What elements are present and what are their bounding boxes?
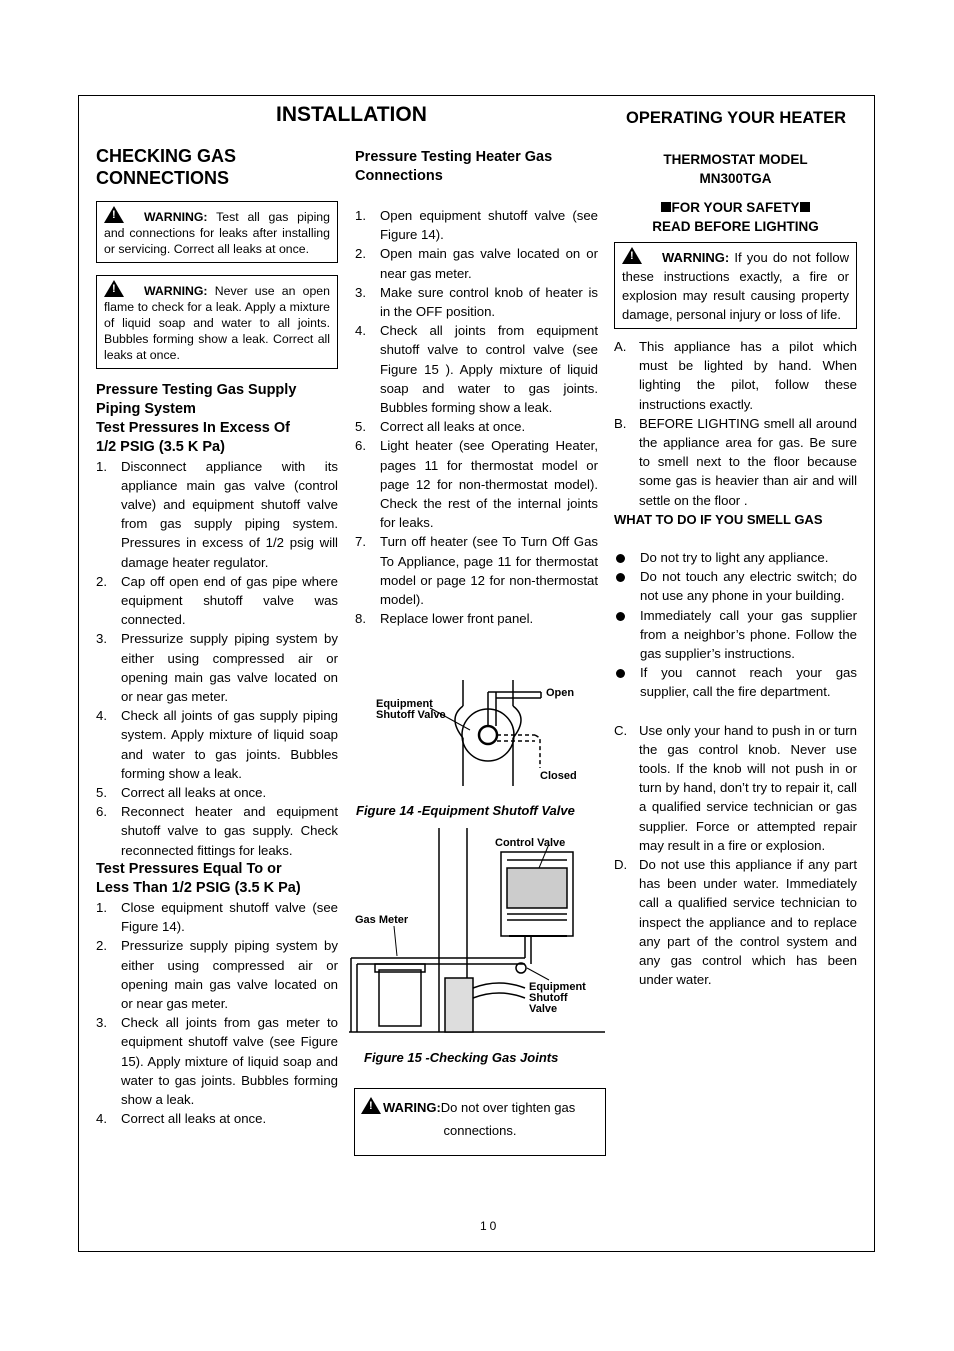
list-item: 6. Reconnect heater and equipment shutoff valve to gas supply. Check reconnected fittings for leaks. [96, 804, 338, 858]
list-item: 5. Correct all leaks at once. [96, 785, 267, 801]
fire-warning-box: !WARNING: If you do not follow these instructions exactly, a fire or explosion may result causing property damage, personal injury or loss of life. [614, 242, 857, 329]
fig14-open-label: Open [546, 687, 575, 699]
operating-heading: OPERATING YOUR HEATER [626, 109, 847, 127]
warning-box-2: !WARNING: Never use an open flame to check for a leak. Apply a mixture of liquid soap and water to all joints. Bubbles forming show a leak. Correct all leaks at once. [96, 275, 338, 369]
list-item: Immediately call your gas supplier from a neighbor’s phone. Follow the gas supplier’s instructions. [614, 606, 857, 664]
fig15-valve-label-3: Valve [529, 1003, 558, 1015]
fig15-valve-label: Equipment [529, 981, 586, 993]
list-item: 4. Check all joints of gas supply piping system. Apply mixture of liquid soap and water to gas joints. Bubbles forming show a leak. [96, 708, 338, 781]
equal-pressure-steps [96, 898, 338, 1128]
fig14-valve-label-2: Shutoff Valve [376, 709, 446, 721]
installation-heading: INSTALLATION [276, 103, 427, 126]
warning-icon [622, 247, 642, 264]
lighting-items-cd [614, 721, 857, 990]
smell-gas-heading: WHAT TO DO IF YOU SMELL GAS [614, 511, 823, 527]
figure-15-caption: Figure 15 -Checking Gas Joints [364, 1050, 559, 1065]
heater-connections-heading: Pressure Testing Heater Gas Connections [355, 149, 553, 184]
figure-15-gas-joints [349, 828, 605, 1050]
fig15-control-label: Control Valve [495, 837, 566, 849]
column-1 [96, 145, 338, 1128]
list-item: 7. Turn off heater (see To Turn Off Gas To Appliance, page 11 for thermostat model or page 12 for non-thermostat model). [355, 534, 598, 608]
list-item: B. BEFORE LIGHTING smell all around the appliance area for gas. Be sure to smell next to the floor because some gas is heavier than air and will settle on the floor . [614, 415, 857, 508]
list-item: 1. Disconnect appliance with its appliance main gas valve (control valve) and equipment shutoff valve from gas supply piping system. Pressures in excess of 1/2 psig will damage heater regulator. [96, 458, 338, 570]
thermostat-model-heading: THERMOSTAT MODEL MN300TGA [663, 152, 808, 186]
figure-14-shutoff-valve [355, 678, 605, 790]
supply-piping-heading: Pressure Testing Gas Supply Piping System Test Pressures In Excess Of 1/2 PSIG (3.5 K Pa) [96, 381, 297, 455]
square-bullet-icon [661, 202, 671, 212]
list-item: 6. Light heater (see Operating Heater, pages 11 for thermostat model or page 12 for non-thermostat model). Check the rest of the internal joints for leaks. [355, 438, 598, 531]
page-number: 10 [480, 1219, 500, 1233]
list-item: 2. Pressurize supply piping system by either using compressed air or opening main gas valve located on or near gas meter. [96, 938, 338, 1011]
list-item: 3. Pressurize supply piping system by either using compressed air or opening main gas valve located on or near gas meter. [96, 631, 338, 705]
list-item: 4. Correct all leaks at once. [96, 1111, 267, 1127]
warning-icon [104, 206, 124, 223]
list-item: 1. Close equipment shutoff valve (see Figure 14). [96, 899, 338, 935]
square-bullet-icon [800, 202, 810, 212]
list-item: 2. Open main gas valve located on or near gas meter. [355, 246, 598, 281]
equal-pressure-heading: Test Pressures Equal To or Less Than 1/2 PSIG (3.5 K Pa) [96, 860, 301, 896]
safety-heading: FOR YOUR SAFETY READ BEFORE LIGHTING [652, 200, 819, 234]
fig15-valve-label-2: Shutoff [529, 992, 568, 1004]
list-item: C. Use only your hand to push in or turn the gas control knob. Never use tools. If the knob will not push in or turn by hand, don’t try to repair it, call a qualified service technician or gas supplier. Force or attempted repair may result in a fire or explosion. [614, 722, 857, 853]
list-item: 3. Make sure control knob of heater is in the OFF position. [355, 284, 598, 320]
column-2 [355, 148, 598, 628]
heater-test-steps [355, 206, 598, 628]
list-item: D. Do not use this appliance if any part has been under water. Immediately call a qualified service technician to inspect the appliance and to replace any part of the control system and any gas control which has been under water. [614, 857, 857, 988]
list-item: 4. Check all joints from equipment shutoff valve to control valve (see Figure 15 ). Apply mixture of liquid soap and water to gas joints. Bubbles forming show a leak. [355, 323, 598, 416]
list-item: 8. Replace lower front panel. [355, 611, 534, 627]
fig14-closed-label: Closed [540, 770, 577, 782]
fig14-valve-label: Equipment [376, 698, 433, 710]
fig15-meter-label: Gas Meter [355, 914, 409, 926]
warning-box-1: !WARNING: Test all gas piping and connections for leaks after installing or servicing. Correct all leaks at once. [96, 201, 338, 263]
list-item: 3. Check all joints from gas meter to equipment shutoff valve (see Figure 15). Apply mixture of liquid soap and water to gas joints. Bubbles forming show a leak. [96, 1015, 338, 1107]
column-3 [614, 150, 857, 990]
list-item: 2. Cap off open end of gas pipe where equipment shutoff valve was connected. [96, 573, 338, 628]
overtighten-warning-box: !WARING:Do not over tighten gas connections. [354, 1088, 606, 1156]
list-item: Do not touch any electric switch; do not use any phone in your building. [614, 567, 857, 605]
warning-icon [361, 1097, 381, 1114]
checking-gas-title: CHECKING GAS CONNECTIONS [96, 146, 237, 188]
excess-pressure-steps [96, 457, 338, 860]
figure-14-caption: Figure 14 -Equipment Shutoff Valve [356, 803, 575, 818]
list-item: A. This appliance has a pilot which must be lighted by hand. When lighting the pilot, follow these instructions exactly. [614, 339, 857, 412]
list-item: 1. Open equipment shutoff valve (see Figure 14). [355, 208, 598, 243]
warning-icon [104, 280, 124, 297]
list-item: If you cannot reach your gas supplier, call the fire department. [614, 663, 857, 701]
list-item: Do not try to light any appliance. [614, 548, 857, 567]
smell-gas-bullets [614, 548, 857, 702]
list-item: 5. Correct all leaks at once. [355, 419, 526, 435]
lighting-items-ab [614, 337, 857, 510]
